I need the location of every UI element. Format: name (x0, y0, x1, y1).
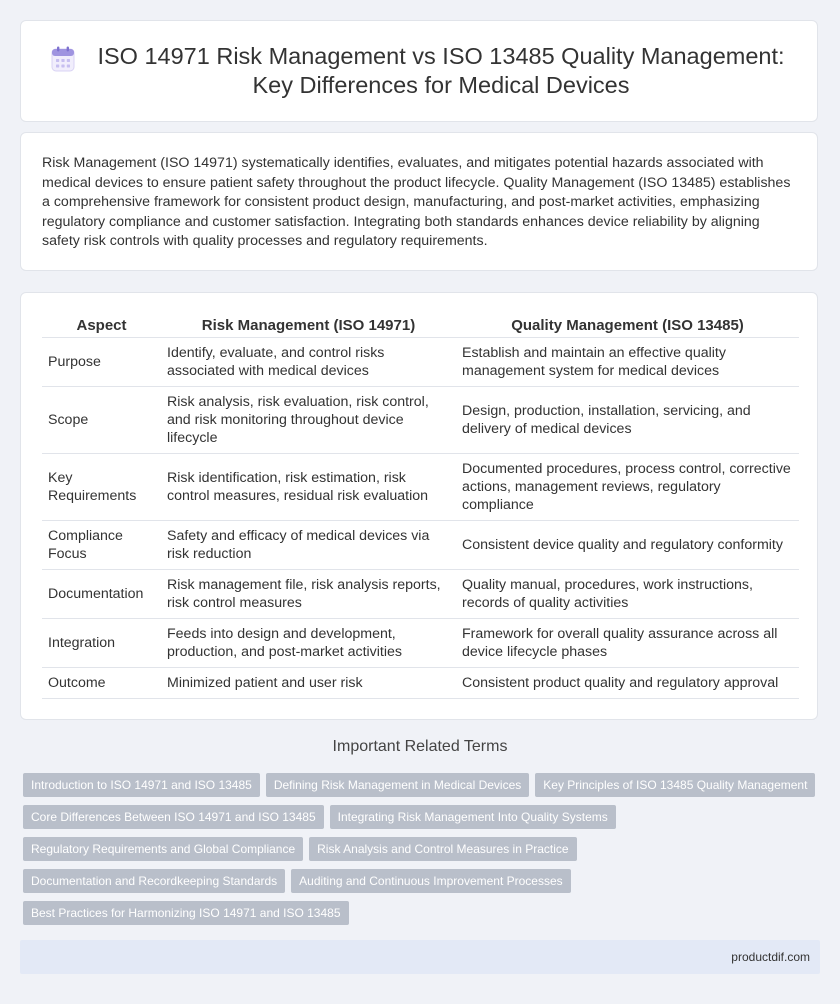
related-term-tag[interactable]: Documentation and Recordkeeping Standards (23, 869, 285, 893)
table-row (42, 521, 799, 570)
related-term-tag[interactable]: Integrating Risk Management Into Quality Systems (330, 805, 616, 829)
risk-cell: Risk identification, risk estimation, risk control measures, residual risk evaluation (161, 454, 456, 521)
related-term-tag[interactable]: Defining Risk Management in Medical Devices (266, 773, 529, 797)
risk-cell: Feeds into design and development, production, and post-market activities (161, 619, 456, 668)
header-aspect: Aspect (42, 309, 161, 338)
aspect-cell: Scope (42, 387, 161, 454)
intro-paragraph: Risk Management (ISO 14971) systematically identifies, evaluates, and mitigates potential hazards associated with medical devices to ensure patient safety throughout the product lifecycle. Quality Management (ISO 13485) establishes a comprehensive framework for consistent product design, manufacturing, and post-market activities, emphasizing regulatory compliance and customer satisfaction. Integrating both standards enhances device reliability by aligning safety risk controls with quality processes and regulatory requirements. (42, 155, 791, 250)
table-row (42, 387, 799, 454)
related-terms-heading: Important Related Terms (332, 738, 508, 755)
calendar-icon (51, 46, 75, 72)
page-title: ISO 14971 Risk Management vs ISO 13485 Quality Management: Key Differences for Medical Devices (97, 43, 785, 98)
table-row (42, 668, 799, 699)
quality-cell: Consistent product quality and regulatory approval (456, 668, 799, 699)
aspect-cell: Compliance Focus (42, 521, 161, 570)
aspect-cell: Purpose (42, 338, 161, 387)
quality-cell: Establish and maintain an effective quality management system for medical devices (456, 338, 799, 387)
footer-site-link[interactable]: productdif.com (731, 950, 810, 964)
related-term-tag[interactable]: Key Principles of ISO 13485 Quality Management (535, 773, 815, 797)
footer-bar (20, 940, 820, 974)
aspect-cell: Outcome (42, 668, 161, 699)
related-term-tag[interactable]: Regulatory Requirements and Global Compliance (23, 837, 303, 861)
quality-cell: Consistent device quality and regulatory conformity (456, 521, 799, 570)
title-row (21, 42, 817, 100)
related-term-tag[interactable]: Introduction to ISO 14971 and ISO 13485 (23, 773, 260, 797)
table-header-row (42, 309, 799, 338)
header-quality-management: Quality Management (ISO 13485) (456, 309, 799, 338)
related-term-tag[interactable]: Core Differences Between ISO 14971 and ISO 13485 (23, 805, 324, 829)
related-terms-list (23, 773, 823, 933)
risk-cell: Risk analysis, risk evaluation, risk control, and risk monitoring throughout device lifecycle (161, 387, 456, 454)
title-card (20, 20, 818, 122)
table-row (42, 338, 799, 387)
aspect-cell: Key Requirements (42, 454, 161, 521)
header-risk-management: Risk Management (ISO 14971) (161, 309, 456, 338)
related-term-tag[interactable]: Best Practices for Harmonizing ISO 14971 and ISO 13485 (23, 901, 349, 925)
comparison-table (42, 309, 799, 699)
table-row (42, 570, 799, 619)
quality-cell: Quality manual, procedures, work instructions, records of quality activities (456, 570, 799, 619)
aspect-cell: Integration (42, 619, 161, 668)
related-term-tag[interactable]: Auditing and Continuous Improvement Processes (291, 869, 570, 893)
risk-cell: Risk management file, risk analysis reports, risk control measures (161, 570, 456, 619)
risk-cell: Safety and efficacy of medical devices via risk reduction (161, 521, 456, 570)
risk-cell: Minimized patient and user risk (161, 668, 456, 699)
risk-cell: Identify, evaluate, and control risks associated with medical devices (161, 338, 456, 387)
quality-cell: Documented procedures, process control, corrective actions, management reviews, regulatory compliance (456, 454, 799, 521)
intro-card (20, 132, 818, 271)
aspect-cell: Documentation (42, 570, 161, 619)
related-term-tag[interactable]: Risk Analysis and Control Measures in Practice (309, 837, 576, 861)
quality-cell: Framework for overall quality assurance across all device lifecycle phases (456, 619, 799, 668)
table-row (42, 454, 799, 521)
comparison-card (20, 292, 818, 720)
quality-cell: Design, production, installation, servicing, and delivery of medical devices (456, 387, 799, 454)
table-row (42, 619, 799, 668)
